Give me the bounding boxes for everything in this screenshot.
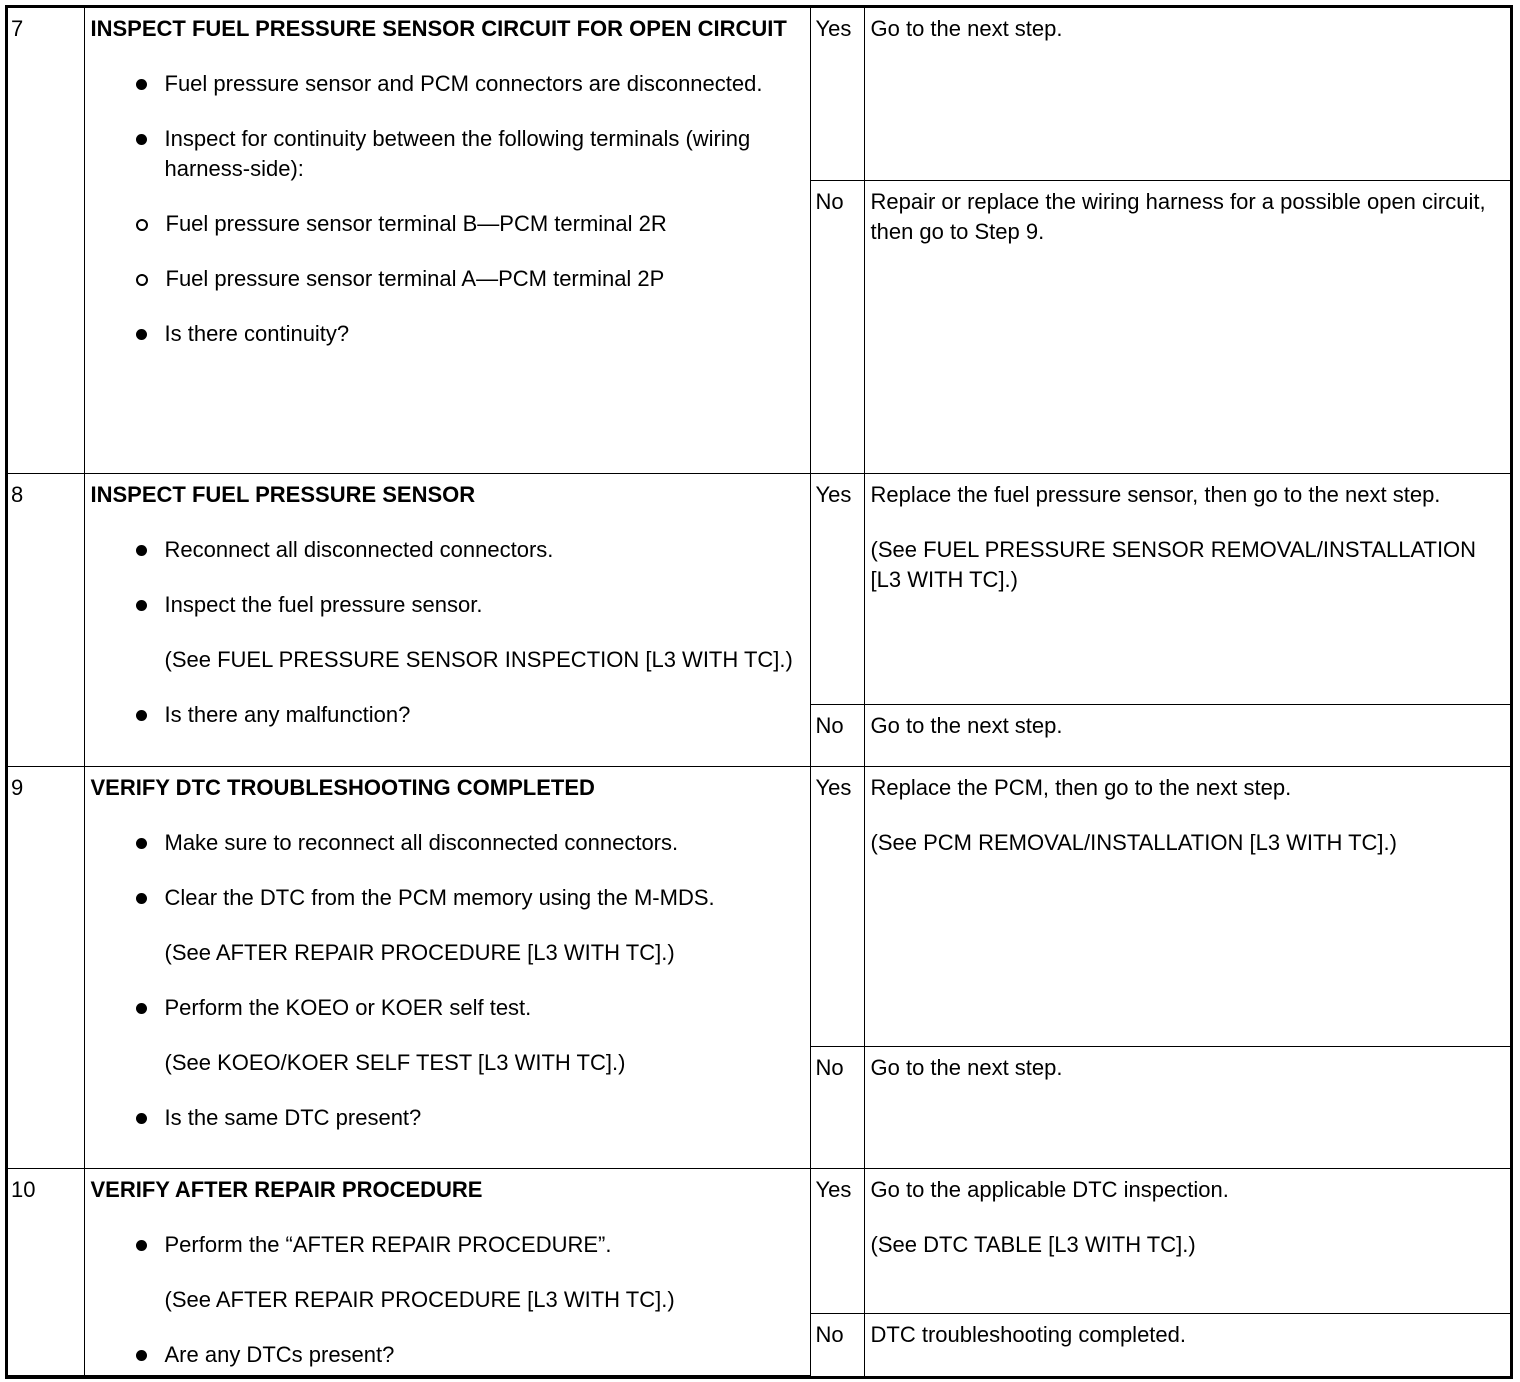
result-text: Go to the next step. (870, 712, 1063, 738)
no-result (864, 180, 1510, 473)
yes-label: Yes (810, 8, 864, 180)
step-title: INSPECT FUEL PRESSURE SENSOR CIRCUIT FOR OPEN CIRCUIT (90, 16, 787, 41)
bullet-item: Is there continuity? (91, 319, 804, 349)
result-text: DTC troubleshooting completed. (870, 1321, 1186, 1347)
bullet-item: Make sure to reconnect all disconnected connectors. (91, 828, 804, 858)
result-text: Repair or replace the wiring harness for a possible open circuit, then go to Step 9. (870, 188, 1486, 244)
reference-note: (See AFTER REPAIR PROCEDURE [L3 WITH TC].) (164, 939, 675, 965)
bullet-item (91, 590, 804, 675)
reference-note: (See KOEO/KOER SELF TEST [L3 WITH TC].) (164, 1049, 626, 1075)
yes-label: Yes (810, 1168, 864, 1313)
step-8-action-cell (84, 473, 810, 766)
troubleshooting-table (5, 5, 1513, 1379)
sub-bullet-item: Fuel pressure sensor terminal B—PCM terminal 2R (91, 209, 794, 239)
yes-label: Yes (810, 766, 864, 1046)
result-text: Replace the PCM, then go to the next step. (870, 774, 1292, 800)
result-text: Go to the next step. (870, 1054, 1063, 1080)
step-title: INSPECT FUEL PRESSURE SENSOR (90, 481, 476, 507)
step-number: 9 (8, 766, 84, 1168)
result-text: Go to the next step. (870, 16, 1063, 41)
no-label: No (810, 1313, 864, 1376)
step-7-action-cell (84, 8, 810, 473)
terminal-sub-list (91, 209, 794, 294)
step-7-yes-row (8, 8, 1510, 180)
step-10-action-cell (84, 1168, 810, 1376)
sub-bullet-item: Fuel pressure sensor terminal A—PCM terminal 2P (91, 264, 794, 294)
step-10-yes-row (8, 1168, 1510, 1313)
no-label: No (810, 1046, 864, 1168)
yes-label: Yes (810, 473, 864, 704)
step-9-bullet-list (91, 828, 804, 1133)
yes-result (864, 1168, 1510, 1313)
yes-result (864, 8, 1510, 180)
bullet-text: Perform the “AFTER REPAIR PROCEDURE”. (164, 1231, 612, 1257)
bullet-item (91, 883, 804, 968)
bullet-text: Inspect the fuel pressure sensor. (164, 591, 483, 617)
bullet-item: Reconnect all disconnected connectors. (91, 535, 804, 565)
step-10-bullet-list (91, 1230, 804, 1370)
step-number: 8 (8, 473, 84, 766)
result-text: Replace the fuel pressure sensor, then go to the next step. (870, 481, 1441, 507)
bullet-item: Is the same DTC present? (91, 1103, 804, 1133)
reference-note: (See PCM REMOVAL/INSTALLATION [L3 WITH TC].) (870, 829, 1397, 855)
bullet-item (91, 993, 804, 1078)
reference-note: (See FUEL PRESSURE SENSOR REMOVAL/INSTALLATION [L3 WITH TC].) (870, 536, 1477, 592)
bullet-item: Fuel pressure sensor and PCM connectors are disconnected. (91, 69, 804, 99)
bullet-item (91, 1230, 804, 1315)
step-title: VERIFY AFTER REPAIR PROCEDURE (90, 1176, 483, 1202)
yes-result (864, 766, 1510, 1046)
step-9-action-cell (84, 766, 810, 1168)
step-8-yes-row (8, 473, 1510, 704)
bullet-text: Inspect for continuity between the following terminals (wiring harness-side): (164, 126, 751, 181)
reference-note: (See DTC TABLE [L3 WITH TC].) (870, 1231, 1196, 1257)
bullet-item: Is there any malfunction? (91, 700, 804, 730)
step-7-bullet-list (91, 69, 804, 349)
bullet-text: Clear the DTC from the PCM memory using the M-MDS. (164, 884, 715, 910)
no-label: No (810, 704, 864, 766)
no-result (864, 1313, 1510, 1376)
no-label: No (810, 180, 864, 473)
reference-note: (See FUEL PRESSURE SENSOR INSPECTION [L3 WITH TC].) (164, 646, 793, 672)
bullet-item: Are any DTCs present? (91, 1340, 804, 1370)
step-number: 7 (8, 8, 84, 473)
step-number: 10 (8, 1168, 84, 1376)
bullet-text: Perform the KOEO or KOER self test. (164, 994, 532, 1020)
no-result (864, 704, 1510, 766)
step-8-bullet-list (91, 535, 804, 730)
step-9-yes-row (8, 766, 1510, 1046)
no-result (864, 1046, 1510, 1168)
bullet-item (91, 124, 804, 294)
result-text: Go to the applicable DTC inspection. (870, 1176, 1229, 1202)
reference-note: (See AFTER REPAIR PROCEDURE [L3 WITH TC].) (164, 1286, 675, 1312)
step-title: VERIFY DTC TROUBLESHOOTING COMPLETED (90, 774, 595, 800)
yes-result (864, 473, 1510, 704)
diagnostic-steps-table (8, 8, 1510, 1376)
